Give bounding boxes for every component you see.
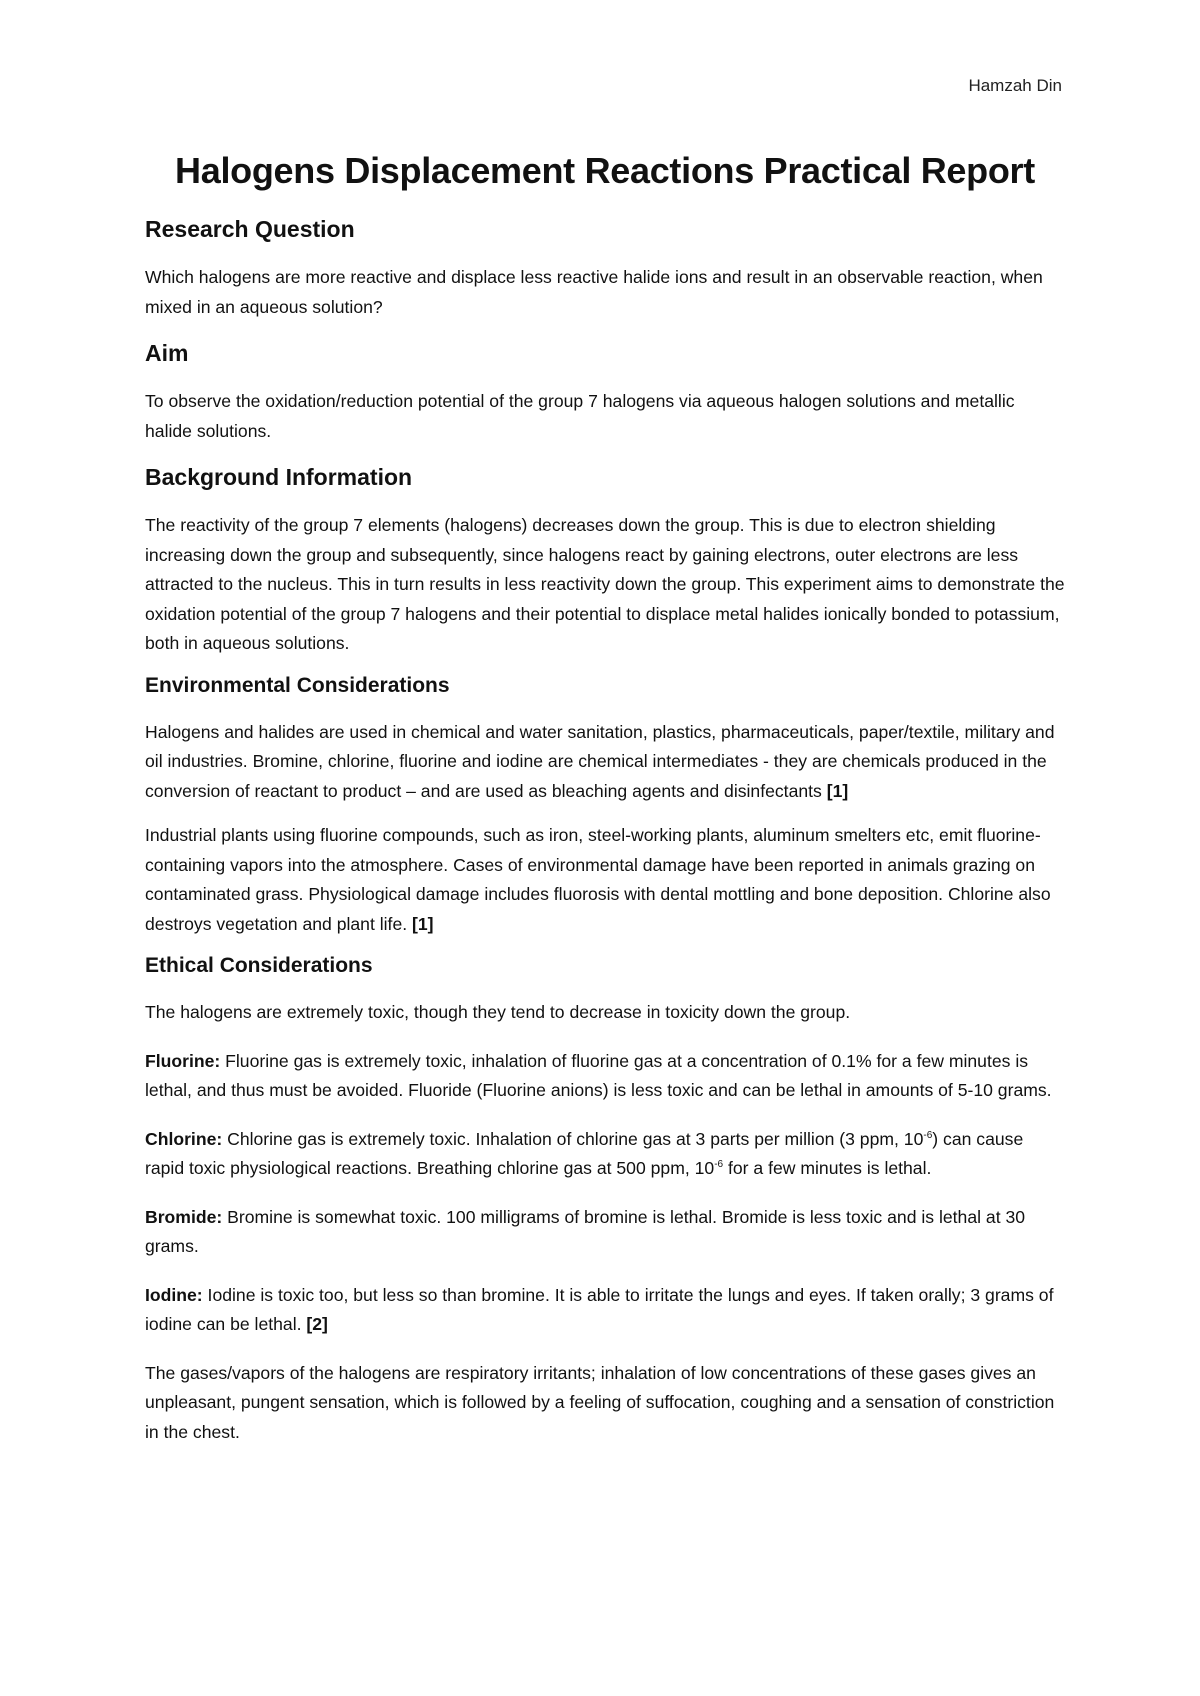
chlorine-exponent-b: -6	[714, 1159, 724, 1171]
citation-ref: [1]	[826, 780, 849, 801]
page-title: Halogens Displacement Reactions Practical Report	[175, 150, 1035, 191]
environmental-paragraph-2	[145, 821, 1065, 939]
bromide-paragraph	[145, 1203, 1065, 1262]
citation-ref: [1]	[412, 913, 434, 934]
heading-background: Background Information	[145, 464, 413, 490]
environmental-p2-text: Industrial plants using fluorine compounds, such as iron, steel-working plants, aluminum smelters etc, emit fluorine-containing vapors into the atmosphere. Cases of environmental damage have been reported in animals grazing on contaminated grass. Physiological damage includes fluorosis with dental mottling and bone deposition. Chlorine also destroys vegetation and plant life.	[145, 825, 1051, 934]
fluorine-label: Fluorine:	[145, 1050, 221, 1071]
heading-environmental: Environmental Considerations	[145, 673, 450, 697]
ethical-closing: The gases/vapors of the halogens are respiratory irritants; inhalation of low concentrations of these gases gives an unpleasant, pungent sensation, which is followed by a feeling of suffocation, coughing and a sensation of constriction in the chest.	[145, 1362, 1055, 1442]
iodine-text: Iodine is toxic too, but less so than bromine. It is able to irritate the lungs and eyes. If taken orally; 3 grams of iodine can be lethal.	[145, 1284, 1054, 1334]
iodine-label: Iodine:	[145, 1284, 203, 1305]
heading-research-question: Research Question	[145, 216, 355, 242]
document-body	[145, 150, 1065, 1462]
author-name: Hamzah Din	[968, 76, 1062, 95]
background-text: The reactivity of the group 7 elements (halogens) decreases down the group. This is due to electron shielding increasing down the group and subsequently, since halogens react by gaining electrons, outer electrons are less attracted to the nucleus. This in turn results in less reactivity down the group. This experiment aims to demonstrate the oxidation potential of the group 7 halogens and their potential to displace metal halides ionically bonded to potassium, both in aqueous solutions.	[145, 515, 1065, 653]
chlorine-text-c: for a few minutes is lethal.	[723, 1158, 932, 1178]
heading-aim: Aim	[145, 340, 189, 366]
fluorine-text: Fluorine gas is extremely toxic, inhalation of fluorine gas at a concentration of 0.1% for a few minutes is lethal, and thus must be avoided. Fluoride (Fluorine anions) is less toxic and can be lethal in amounts of 5-10 grams.	[145, 1050, 1052, 1100]
bromide-text: Bromine is somewhat toxic. 100 milligrams of bromine is lethal. Bromide is less toxic and is lethal at 30 grams.	[145, 1206, 1026, 1256]
chlorine-text-b: ) can cause rapid toxic physiological reactions. Breathing chlorine gas at 500 ppm, 10	[145, 1128, 1024, 1178]
aim-text: To observe the oxidation/reduction potential of the group 7 halogens via aqueous halogen solutions and metallic halide solutions.	[145, 391, 1015, 441]
environmental-paragraph-1	[145, 718, 1065, 807]
iodine-paragraph	[145, 1281, 1065, 1340]
chlorine-exponent-a: -6	[923, 1129, 933, 1141]
chlorine-paragraph	[145, 1125, 1065, 1184]
environmental-p1-text: Halogens and halides are used in chemical and water sanitation, plastics, pharmaceuticals, paper/textile, military and oil industries. Bromine, chlorine, fluorine and iodine are chemical intermediates - they are chemicals produced in the conversion of reactant to product – and are used as bleaching agents and disinfectants	[145, 721, 1055, 801]
fluorine-paragraph	[145, 1047, 1065, 1106]
heading-ethical: Ethical Considerations	[145, 954, 373, 977]
chlorine-label: Chlorine:	[145, 1128, 223, 1149]
citation-ref: [2]	[306, 1314, 328, 1334]
chlorine-text-a: Chlorine gas is extremely toxic. Inhalation of chlorine gas at 3 parts per million (3 ppm, 10	[222, 1128, 924, 1149]
bromide-label: Bromide:	[145, 1206, 223, 1227]
research-question-text: Which halogens are more reactive and displace less reactive halide ions and result in an observable reaction, when mixed in an aqueous solution?	[145, 267, 1043, 317]
ethical-intro: The halogens are extremely toxic, though they tend to decrease in toxicity down the group.	[145, 1002, 851, 1022]
